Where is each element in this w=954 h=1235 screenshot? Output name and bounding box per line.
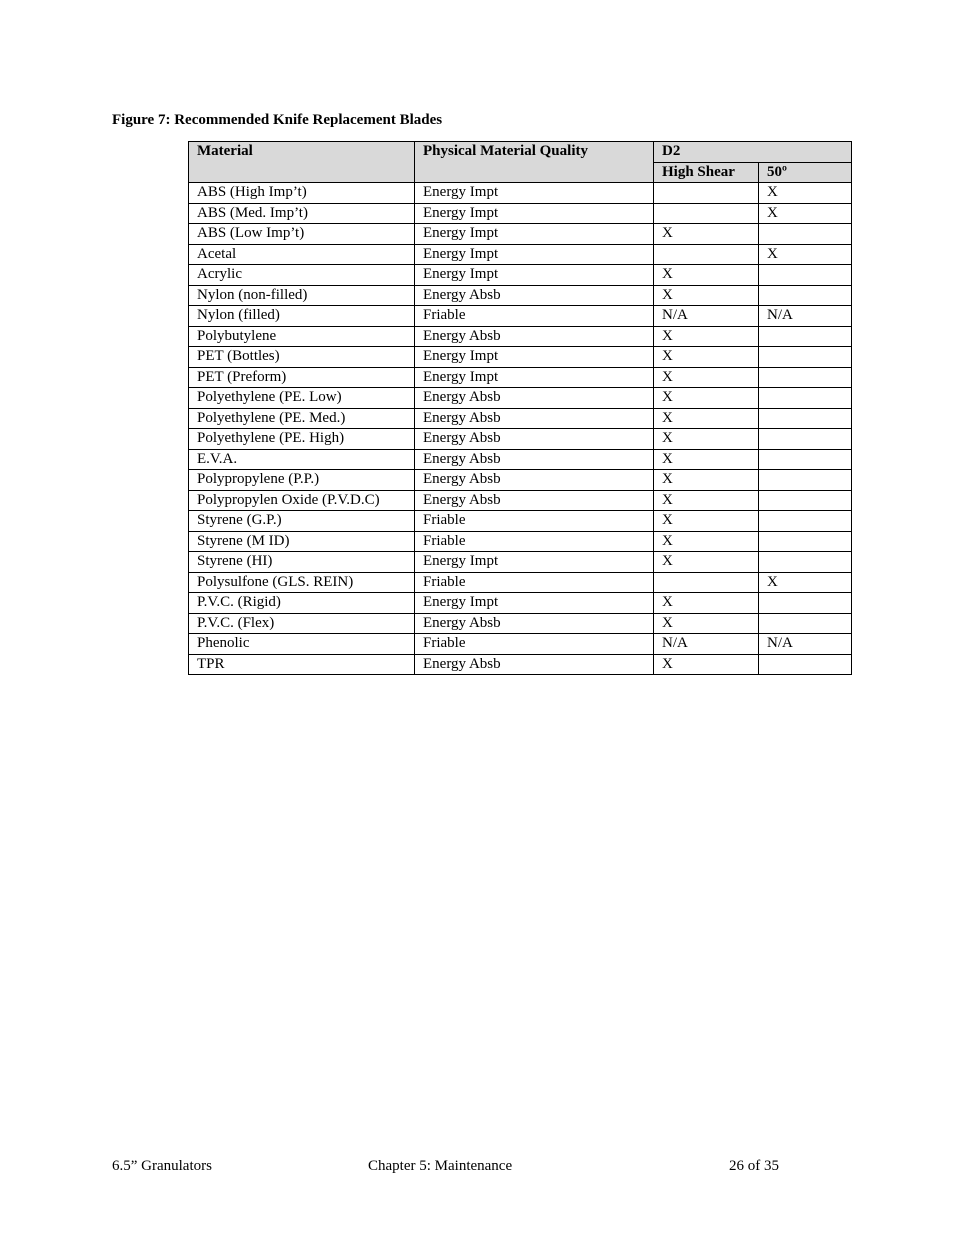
table-row [189, 306, 852, 327]
cell-high-shear: X [654, 285, 759, 306]
cell-50-degree: X [759, 572, 852, 593]
cell-high-shear: X [654, 449, 759, 470]
table-row [189, 347, 852, 368]
cell-high-shear [654, 572, 759, 593]
cell-quality: Energy Impt [415, 203, 654, 224]
cell-quality: Energy Absb [415, 388, 654, 409]
cell-high-shear: X [654, 326, 759, 347]
cell-high-shear: X [654, 613, 759, 634]
cell-50-degree [759, 408, 852, 429]
cell-high-shear: X [654, 511, 759, 532]
cell-high-shear: X [654, 593, 759, 614]
cell-quality: Energy Absb [415, 449, 654, 470]
cell-material: Polyethylene (PE. Med.) [189, 408, 415, 429]
cell-material: P.V.C. (Rigid) [189, 593, 415, 614]
cell-quality: Energy Absb [415, 285, 654, 306]
cell-50-degree: X [759, 183, 852, 204]
cell-quality: Friable [415, 306, 654, 327]
table-row [189, 593, 852, 614]
cell-quality: Energy Impt [415, 367, 654, 388]
cell-50-degree: X [759, 203, 852, 224]
cell-50-degree [759, 367, 852, 388]
table-row [189, 572, 852, 593]
cell-quality: Energy Impt [415, 244, 654, 265]
cell-quality: Energy Absb [415, 408, 654, 429]
cell-high-shear: X [654, 408, 759, 429]
cell-50-degree [759, 470, 852, 491]
cell-quality: Friable [415, 634, 654, 655]
table-row [189, 326, 852, 347]
cell-50-degree [759, 285, 852, 306]
cell-material: Styrene (HI) [189, 552, 415, 573]
table-row [189, 634, 852, 655]
table-row [189, 470, 852, 491]
cell-high-shear: X [654, 265, 759, 286]
figure-caption: Figure 7: Recommended Knife Replacement Blades [112, 112, 443, 128]
cell-material: Polypropylen Oxide (P.V.D.C) [189, 490, 415, 511]
cell-high-shear [654, 203, 759, 224]
knife-blade-table [188, 141, 852, 675]
cell-high-shear [654, 244, 759, 265]
cell-high-shear: X [654, 224, 759, 245]
cell-50-degree [759, 613, 852, 634]
table-body [189, 183, 852, 675]
cell-50-degree [759, 265, 852, 286]
table-row [189, 449, 852, 470]
cell-material: Nylon (filled) [189, 306, 415, 327]
table-row [189, 511, 852, 532]
cell-50-degree [759, 449, 852, 470]
cell-material: P.V.C. (Flex) [189, 613, 415, 634]
cell-50-degree [759, 552, 852, 573]
cell-material: Polysulfone (GLS. REIN) [189, 572, 415, 593]
cell-material: Styrene (G.P.) [189, 511, 415, 532]
cell-high-shear: X [654, 347, 759, 368]
cell-high-shear: X [654, 429, 759, 450]
table-header [189, 142, 852, 183]
header-d2: D2 [654, 142, 852, 163]
cell-material: PET (Bottles) [189, 347, 415, 368]
cell-quality: Friable [415, 531, 654, 552]
table-row [189, 244, 852, 265]
cell-high-shear: X [654, 654, 759, 675]
table-row [189, 367, 852, 388]
cell-material: Polybutylene [189, 326, 415, 347]
table-row [189, 408, 852, 429]
header-material: Material [189, 142, 415, 183]
cell-material: ABS (Low Imp’t) [189, 224, 415, 245]
cell-material: Acetal [189, 244, 415, 265]
cell-50-degree [759, 224, 852, 245]
table-row [189, 613, 852, 634]
cell-quality: Energy Absb [415, 470, 654, 491]
cell-50-degree [759, 511, 852, 532]
cell-50-degree: X [759, 244, 852, 265]
cell-50-degree [759, 388, 852, 409]
cell-quality: Energy Absb [415, 490, 654, 511]
table-row [189, 531, 852, 552]
cell-50-degree [759, 531, 852, 552]
table-row [189, 429, 852, 450]
cell-quality: Energy Absb [415, 326, 654, 347]
cell-high-shear: X [654, 367, 759, 388]
cell-50-degree [759, 654, 852, 675]
header-50-degree: 50º [759, 162, 852, 183]
cell-50-degree [759, 490, 852, 511]
cell-quality: Energy Impt [415, 552, 654, 573]
table-row [189, 224, 852, 245]
table-row [189, 203, 852, 224]
cell-material: Phenolic [189, 634, 415, 655]
cell-material: Polyethylene (PE. Low) [189, 388, 415, 409]
cell-50-degree [759, 429, 852, 450]
table-row [189, 654, 852, 675]
cell-50-degree [759, 326, 852, 347]
cell-high-shear: N/A [654, 634, 759, 655]
cell-high-shear: X [654, 490, 759, 511]
cell-quality: Energy Impt [415, 347, 654, 368]
cell-high-shear: X [654, 470, 759, 491]
cell-high-shear: X [654, 388, 759, 409]
table-row [189, 285, 852, 306]
table-row [189, 388, 852, 409]
table-row [189, 552, 852, 573]
cell-quality: Energy Impt [415, 265, 654, 286]
footer-center: Chapter 5: Maintenance [368, 1158, 513, 1174]
cell-quality: Energy Absb [415, 429, 654, 450]
cell-50-degree [759, 593, 852, 614]
cell-quality: Energy Impt [415, 224, 654, 245]
cell-50-degree [759, 347, 852, 368]
cell-material: ABS (High Imp’t) [189, 183, 415, 204]
cell-material: Nylon (non-filled) [189, 285, 415, 306]
cell-quality: Energy Impt [415, 183, 654, 204]
cell-material: PET (Preform) [189, 367, 415, 388]
table-row [189, 490, 852, 511]
cell-material: TPR [189, 654, 415, 675]
footer-left: 6.5” Granulators [112, 1158, 212, 1174]
cell-material: Polypropylene (P.P.) [189, 470, 415, 491]
cell-material: Polyethylene (PE. High) [189, 429, 415, 450]
cell-high-shear: X [654, 552, 759, 573]
cell-quality: Friable [415, 572, 654, 593]
table-row [189, 183, 852, 204]
cell-material: Acrylic [189, 265, 415, 286]
table-row [189, 265, 852, 286]
cell-material: ABS (Med. Imp’t) [189, 203, 415, 224]
cell-material: E.V.A. [189, 449, 415, 470]
cell-material: Styrene (M ID) [189, 531, 415, 552]
header-quality: Physical Material Quality [415, 142, 654, 183]
cell-quality: Energy Impt [415, 593, 654, 614]
cell-quality: Friable [415, 511, 654, 532]
cell-50-degree: N/A [759, 634, 852, 655]
cell-quality: Energy Absb [415, 654, 654, 675]
footer-page-number: 26 of 35 [729, 1158, 779, 1174]
cell-50-degree: N/A [759, 306, 852, 327]
cell-high-shear: X [654, 531, 759, 552]
cell-high-shear: N/A [654, 306, 759, 327]
cell-quality: Energy Absb [415, 613, 654, 634]
cell-high-shear [654, 183, 759, 204]
header-high-shear: High Shear [654, 162, 759, 183]
